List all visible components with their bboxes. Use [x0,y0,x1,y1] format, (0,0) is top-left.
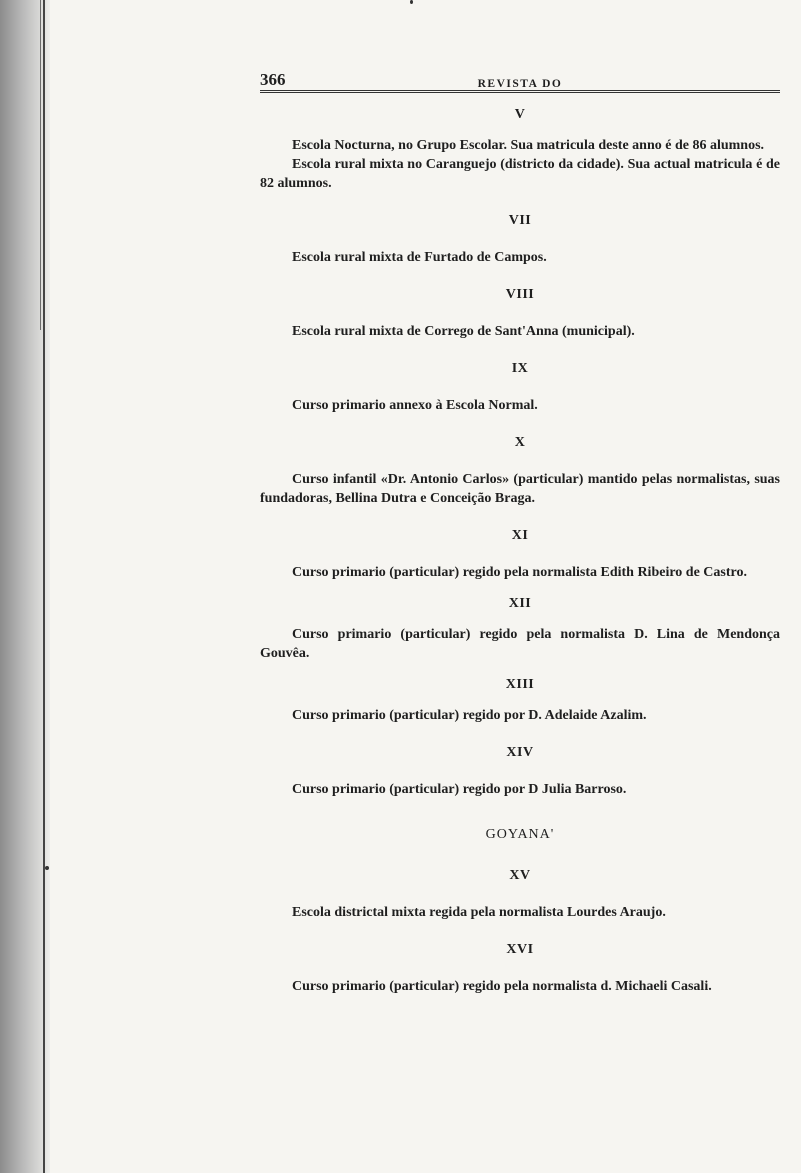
ink-speck [45,866,49,870]
section-heading: GOYANA' [485,827,555,842]
section-numeral: VIII [505,287,535,302]
entry-text: Escola rural mixta de Corrego de Sant'Anna (municipal). [292,324,635,339]
page-header [260,60,780,93]
section-numeral: XIII [505,677,535,692]
entry-text: Curso primario (particular) regido por D. Adelaide Azalim. [292,708,647,723]
entry-text: Curso primario annexo à Escola Normal. [292,398,538,413]
section-numeral: XIV [506,745,534,760]
section-numeral: XI [511,528,529,543]
entry-text: Escola districtal mixta regida pela normalista Lourdes Araujo. [292,905,666,920]
entry-text: Curso infantil «Dr. Antonio Carlos» (particular) mantido pelas normalistas, suas fundadoras, Bellina Dutra e Conceição Braga. [260,472,780,506]
entry-text: Escola rural mixta no Caranguejo (districto da cidade). Sua actual matricula é de 82 alumnos. [260,157,780,191]
binding-shadow-line [43,0,45,1173]
section-numeral: V [514,107,526,122]
page-number: 366 [260,70,286,89]
binding-edge-line [40,0,41,330]
entry-text: Escola rural mixta de Furtado de Campos. [292,250,547,265]
entry-text: Curso primario (particular) regido pela normalista D. Lina de Mendonça Gouvêa. [260,627,780,661]
section-numeral: X [514,435,526,450]
ink-speck [410,0,413,4]
section-numeral: XVI [506,942,534,957]
running-title: REVISTA DO [477,78,563,90]
entry-text: Curso primario (particular) regido pela normalista d. Michaeli Casali. [292,979,712,994]
document-page [260,60,780,996]
section-numeral: XV [509,868,531,883]
entry-text: Escola Nocturna, no Grupo Escolar. Sua matricula deste anno é de 86 alumnos. [292,138,765,153]
entry-text: Curso primario (particular) regido pela normalista Edith Ribeiro de Castro. [292,565,747,580]
entry-text: Curso primario (particular) regido por D Julia Barroso. [292,782,627,797]
section-numeral: XII [508,596,532,611]
section-numeral: IX [511,361,529,376]
section-numeral: VII [508,213,532,228]
